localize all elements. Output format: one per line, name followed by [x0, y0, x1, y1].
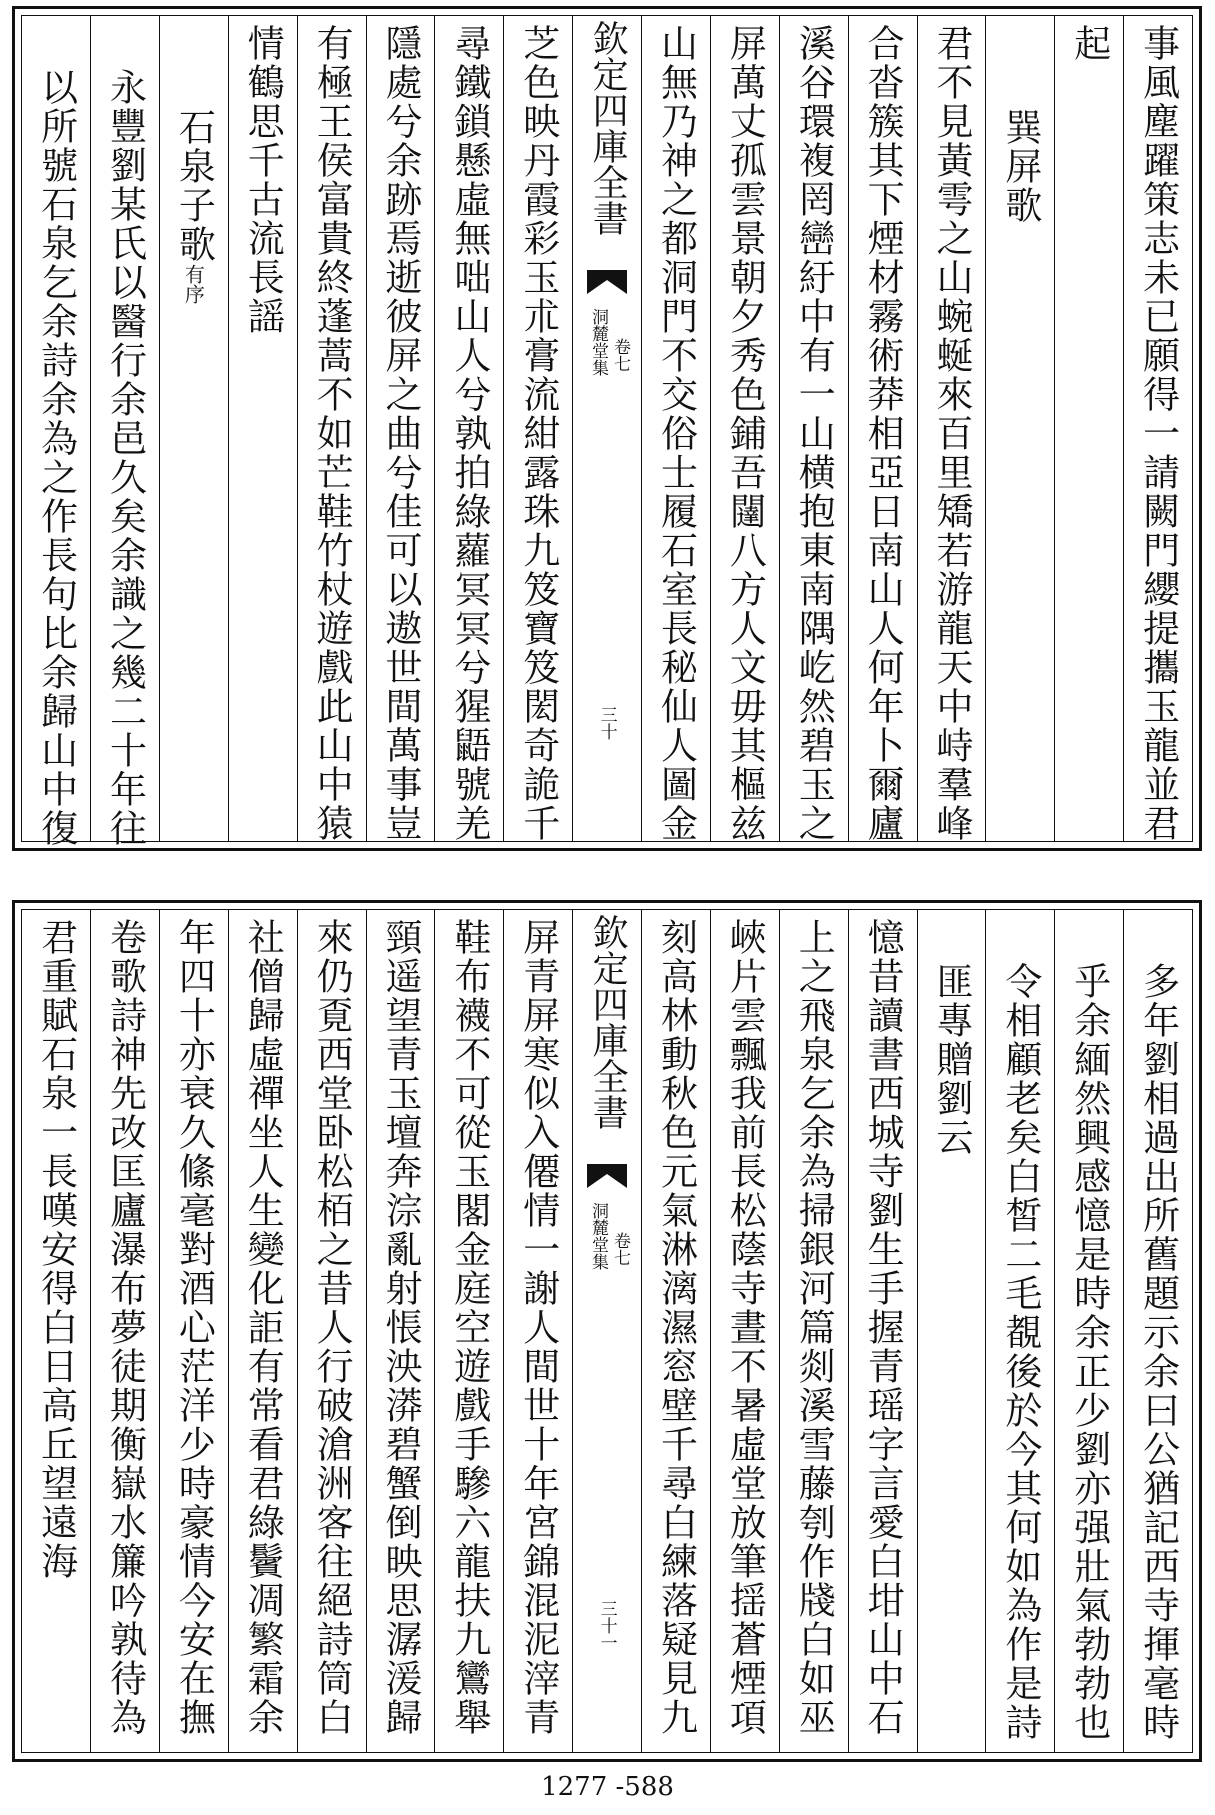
column-text: 上之飛泉乞余為掃銀河篇剡溪雪藤刳作牋白如巫: [792, 918, 836, 1737]
column-text: 合沓簇其下煙材霧術莽相亞日南山人何年卜爾廬: [861, 24, 905, 843]
text-column: [1123, 910, 1192, 1752]
text-column: [641, 910, 710, 1752]
text-column: [228, 16, 297, 841]
preface-text: 多年劉相過出所舊題示余曰公猶記西寺揮毫時: [1136, 962, 1180, 1742]
column-text: 情鶴思千古流長謡: [241, 24, 285, 336]
text-column: [90, 910, 159, 1752]
column-text: 社僧歸虛禪坐人生變化詎有常看君綠鬢凋繁霜余: [241, 918, 285, 1737]
text-column: [985, 910, 1054, 1752]
preface-text: 令相顧老矣白皙二毛覩後於今其何如為作是詩: [998, 962, 1042, 1742]
preface-text: 乎余緬然興感憶是時余正少劉亦强壯氣勃勃也: [1067, 962, 1111, 1742]
book-title: 欽定四庫全書: [587, 914, 629, 1130]
column-text: 君不見黃雩之山蜿蜒來百里矯若游龍天中峙羣峰: [929, 24, 973, 843]
preface-text: 匪專贈劉云: [929, 962, 973, 1157]
bottom-page-frame: [21, 909, 1193, 1753]
column-text: 憶昔讀書西城寺劉生手握青瑶字言愛白坩山中石: [861, 918, 905, 1737]
folio-number: 三十: [596, 706, 617, 740]
text-column: [366, 16, 435, 841]
text-column: [22, 910, 90, 1752]
text-column: [710, 910, 779, 1752]
bottom-page: [12, 900, 1202, 1762]
collection-name: 洞麓堂集: [587, 308, 608, 376]
top-page-columns: [22, 16, 1192, 848]
bottom-page-columns: [22, 910, 1192, 1752]
text-column: [228, 910, 297, 1752]
poem-title-note: 有序: [181, 264, 206, 304]
text-column: [985, 16, 1054, 841]
text-column: [366, 910, 435, 1752]
text-column: [641, 16, 710, 841]
text-column: [1054, 910, 1123, 1752]
text-column: [159, 16, 228, 841]
collection-name: 洞麓堂集: [587, 1202, 608, 1270]
column-text: 卷歌詩神先改匡廬瀑布夢徒期衡嶽水簾吟孰待為: [103, 918, 147, 1737]
center-fold-column: [572, 910, 641, 1752]
column-text: 事風塵躍策志未已願得一請闕門纓提攜玉龍並君: [1136, 24, 1180, 843]
column-text: 有極王侯富貴終蓬蒿不如芒鞋竹杖遊戲此山中猿: [310, 24, 354, 843]
page-number-footer: 1277 -588: [541, 1772, 674, 1802]
book-title: 欽定四庫全書: [587, 20, 629, 236]
poem-title: 巽屏歌: [998, 108, 1042, 225]
text-column: [848, 16, 917, 841]
text-column: [434, 910, 503, 1752]
column-text: 屏萬丈孤雲景朝夕秀色鋪吾闥八方人文毋其樞兹: [723, 24, 767, 843]
column-text: 年四十亦衰久絛毫對酒心茫洋少時豪情今安在撫: [172, 918, 216, 1737]
volume-number: 卷七: [609, 338, 630, 372]
text-column: [779, 910, 848, 1752]
column-text: 芝色映丹霞彩玉朮膏流紺露珠九笈寶笈閎奇詭千: [516, 24, 560, 843]
text-column: [917, 16, 986, 841]
column-text: 來仍覔西堂卧松栢之昔人行破滄洲客往絕詩筒白: [310, 918, 354, 1737]
column-text: 溪谷環複罔巒紆中有一山横抱東南隅屹然碧玉之: [792, 24, 836, 843]
text-column: [1054, 16, 1123, 841]
text-column: [434, 16, 503, 841]
text-column: [917, 910, 986, 1752]
column-text: 屏青屏寒似入僊情一謝人間世十年宮錦混泥滓青: [516, 918, 560, 1737]
text-column: [159, 910, 228, 1752]
column-text: 鞋布襪不可從玉閣金庭空遊戲手驂六龍扶九鸞舉: [447, 918, 491, 1737]
preface-text: 以所號石泉乞余詩余為之作長句比余歸山中復: [34, 68, 78, 848]
center-fold-column: [572, 16, 641, 841]
text-column: [503, 910, 572, 1752]
text-column: [297, 16, 366, 841]
column-text: 頸遥望青玉壇奔淙亂射悵泱漭碧蟹倒映思潺湲歸: [378, 918, 422, 1737]
column-text: 峽片雲飄我前長松蔭寺晝不暑虛堂放筆揺蒼煙項: [723, 918, 767, 1737]
fish-tail-mark-icon: [585, 268, 629, 296]
text-column: [779, 16, 848, 841]
column-text: 山無乃神之都洞門不交俗士履石室長秘仙人圖金: [654, 24, 698, 843]
text-column: [297, 910, 366, 1752]
column-text: 隱處兮余跡焉逝彼屏之曲兮佳可以遨世間萬事豈: [378, 24, 422, 843]
text-column: [22, 16, 90, 848]
column-text: 尋鐵鎖懸虛無咄山人兮孰拍綠蘿冥冥兮猩鼯號羌: [447, 24, 491, 843]
text-column: [848, 910, 917, 1752]
column-text: 刻高林動秋色元氣淋漓濕窓壁千尋白練落疑見九: [654, 918, 698, 1737]
preface-text: 永豐劉某氏以醫行余邑久矣余識之幾二十年往: [103, 68, 147, 848]
top-page-frame: [21, 15, 1193, 848]
poem-title: [172, 108, 216, 304]
column-text: 起: [1067, 24, 1111, 63]
folio-number: 三十一: [596, 1600, 617, 1651]
text-column: [90, 16, 159, 848]
fish-tail-mark-icon: [585, 1162, 629, 1190]
poem-title-text: 石泉子歌: [172, 108, 216, 264]
text-column: [503, 16, 572, 841]
text-column: [710, 16, 779, 841]
top-page: [12, 6, 1202, 851]
column-text: 君重賦石泉一長嘆安得白日高丘望遠海: [34, 918, 78, 1581]
text-column: [1123, 16, 1192, 841]
volume-number: 卷七: [609, 1232, 630, 1266]
